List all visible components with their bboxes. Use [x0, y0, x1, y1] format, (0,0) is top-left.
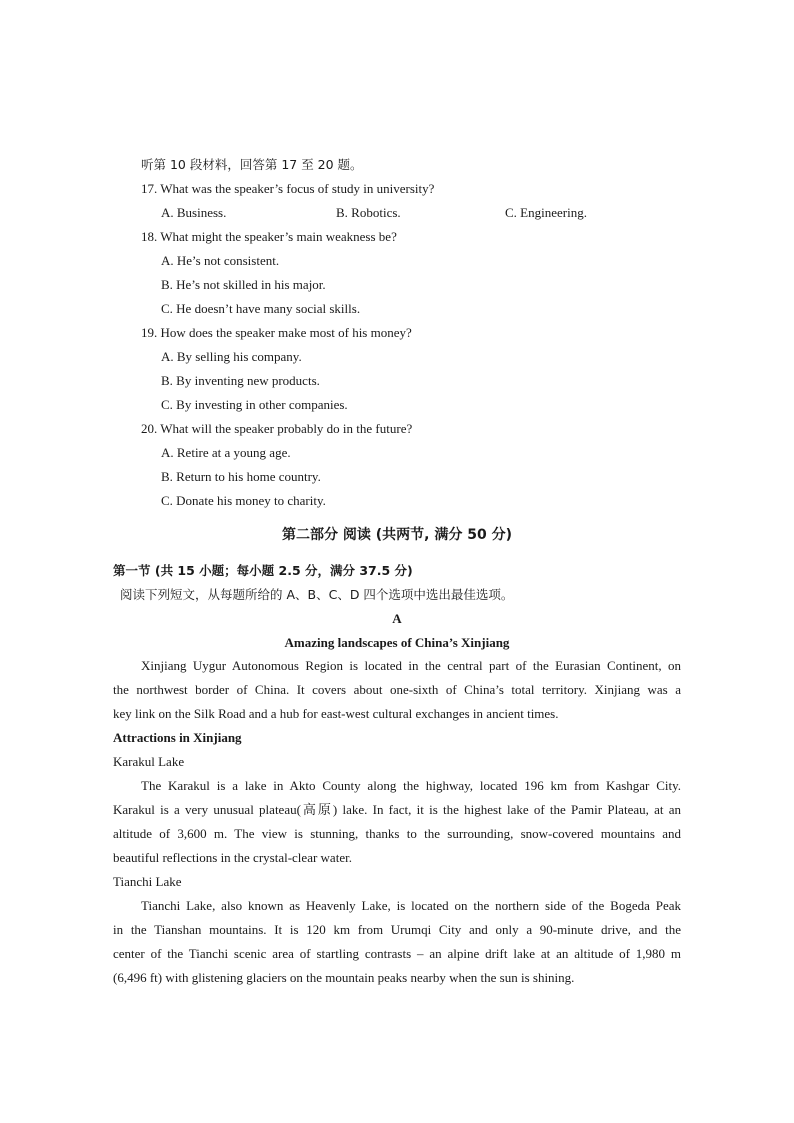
option-c: C. He doesn’t have many social skills.	[161, 301, 361, 316]
tianchi-line-4: (6,496 ft) with glistening glaciers on the mountain peaks nearby when the sun is shining.	[113, 970, 575, 985]
tianchi-line-1: Tianchi Lake, also known as Heavenly Lake, is located on the northern side of the Bogeda Peak	[141, 898, 681, 913]
intro-line-2: the northwest border of China. It covers about one-sixth of China’s total territory. Xinjiang was a	[113, 682, 681, 697]
option-c: C. By investing in other companies.	[161, 397, 348, 412]
karakul-line-1: The Karakul is a lake in Akto County along the highway, located 196 km from Kashgar City.	[141, 778, 681, 793]
karakul-line-4: beautiful reflections in the crystal-clear water.	[113, 850, 352, 865]
option-b: B. By inventing new products.	[161, 373, 320, 388]
question-19: 19. How does the speaker make most of his money?	[141, 325, 412, 340]
question-17-options	[161, 204, 681, 222]
tianchi-heading: Tianchi Lake	[113, 874, 182, 889]
option-b: B. Robotics.	[336, 205, 401, 220]
option-c: C. Donate his money to charity.	[161, 493, 326, 508]
tianchi-line-3: center of the Tianchi scenic area of startling contrasts – an alpine drift lake at an altitude of 1,980 m	[113, 946, 681, 961]
tianchi-line-2: in the Tianshan mountains. It is 120 km from Urumqi City and only a 90-minute drive, and the	[113, 922, 681, 937]
option-a: A. Business.	[161, 205, 227, 220]
passage-title: Amazing landscapes of China’s Xinjiang	[284, 635, 510, 650]
option-b: B. Return to his home country.	[161, 469, 321, 484]
question-18: 18. What might the speaker’s main weakness be?	[141, 229, 397, 244]
option-a: A. He’s not consistent.	[161, 253, 280, 268]
listening-instruction: 听第 10 段材料，回答第 17 至 20 题。	[141, 157, 363, 172]
option-b: B. He’s not skilled in his major.	[161, 277, 326, 292]
karakul-line-2: Karakul is a very unusual plateau(高原) lake. In fact, it is the highest lake of the Pamir Plateau, at an	[113, 802, 681, 817]
passage-letter: A	[392, 611, 402, 626]
intro-line-1: Xinjiang Uygur Autonomous Region is located in the central part of the Eurasian Continent, on	[141, 658, 681, 673]
option-a: A. Retire at a young age.	[161, 445, 291, 460]
question-17: 17. What was the speaker’s focus of study in university?	[141, 181, 435, 196]
attractions-heading: Attractions in Xinjiang	[113, 730, 242, 745]
option-c: C. Engineering.	[505, 205, 587, 220]
question-20: 20. What will the speaker probably do in the future?	[141, 421, 413, 436]
option-a: A. By selling his company.	[161, 349, 302, 364]
karakul-line-3: altitude of 3,600 m. The view is stunning, thanks to the surrounding, snow-covered mountains and	[113, 826, 681, 841]
section-title: 第一节 (共 15 小题；每小题 2.5 分，满分 37.5 分)	[113, 563, 413, 578]
reading-instruction: 阅读下列短文，从每题所给的 A、B、C、D 四个选项中选出最佳选项。	[120, 587, 514, 602]
intro-line-3: key link on the Silk Road and a hub for east-west cultural exchanges in ancient times.	[113, 706, 559, 721]
part-title: 第二部分 阅读 (共两节, 满分 50 分)	[282, 527, 512, 543]
karakul-heading: Karakul Lake	[113, 754, 185, 769]
